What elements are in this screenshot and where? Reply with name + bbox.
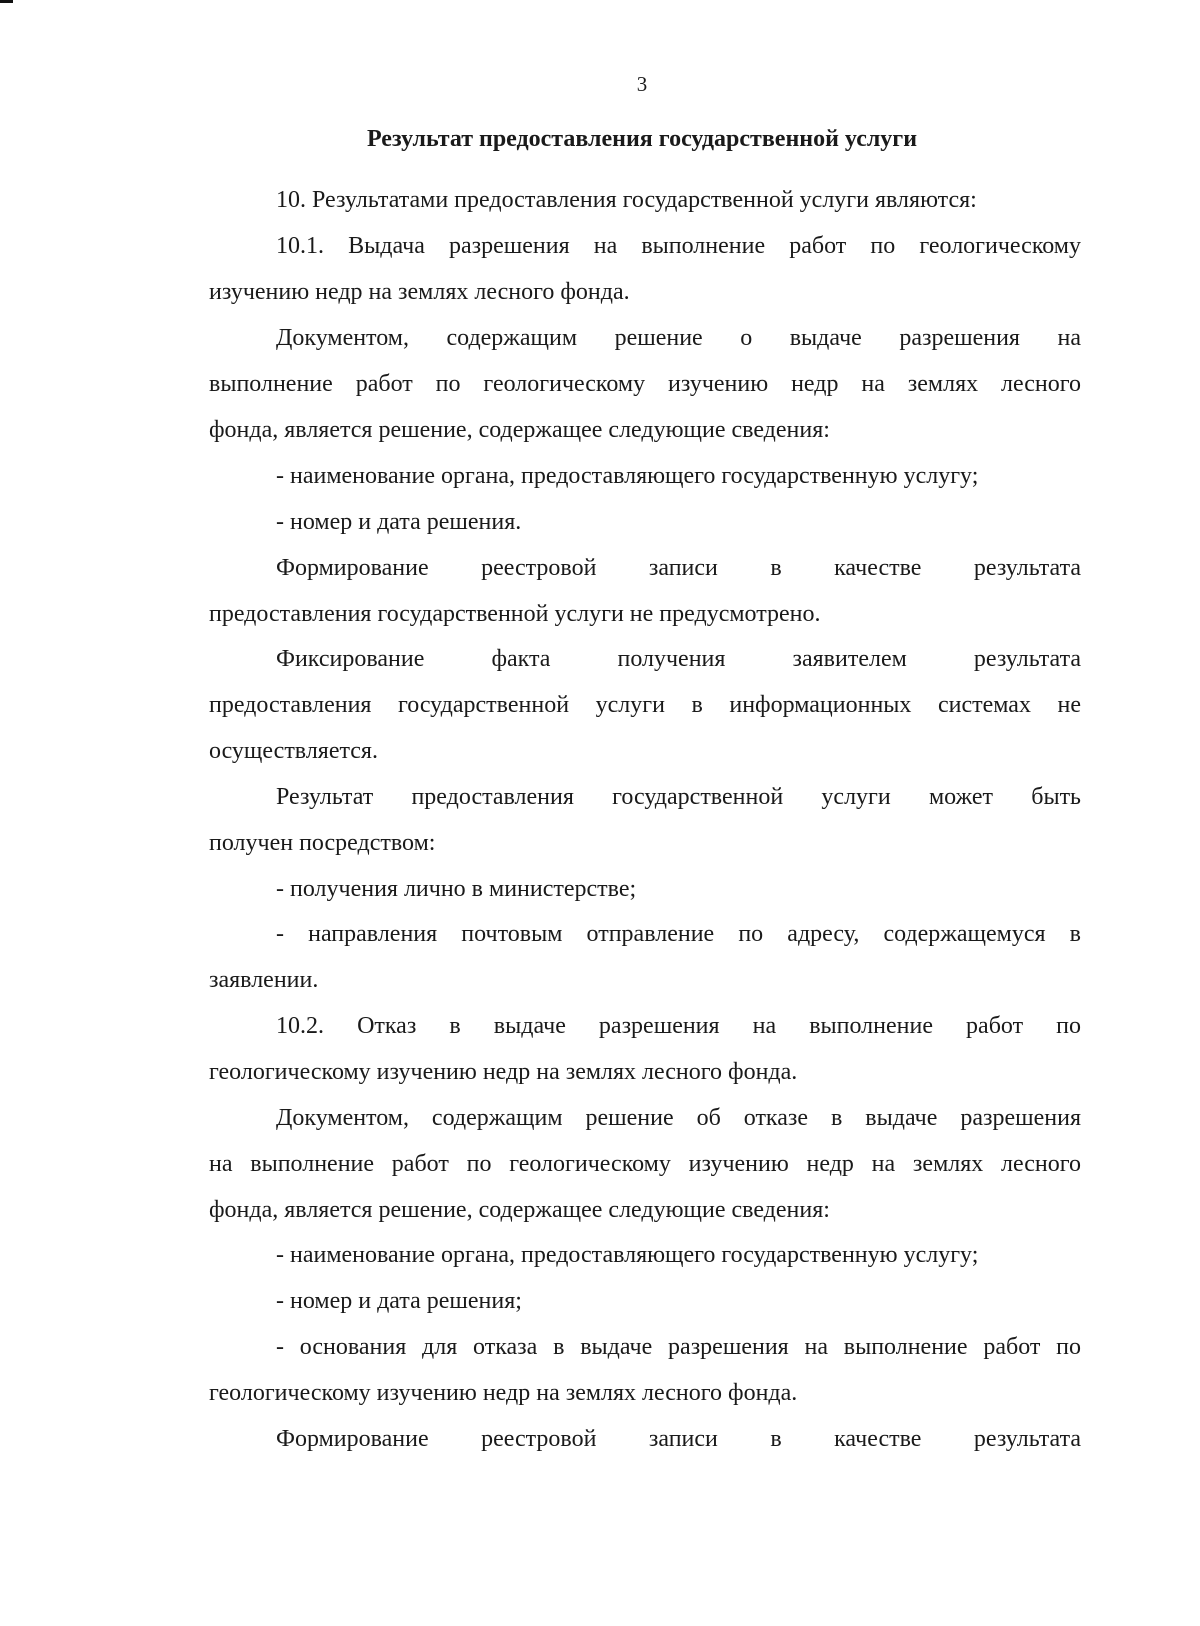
section-heading: Результат предоставления государственной услуги [366, 126, 918, 152]
paragraph-line: на выполнение работ по геологическому изучению недр на землях лесного [209, 1151, 1081, 1177]
paragraph-line: предоставления государственной услуги не предусмотрено. [209, 601, 821, 627]
list-item: - направления почтовым отправление по адресу, содержащемуся в [276, 921, 1081, 947]
list-item: - основания для отказа в выдаче разрешения на выполнение работ по [276, 1334, 1081, 1360]
paragraph-line: Документом, содержащим решение об отказе в выдаче разрешения [276, 1105, 1081, 1131]
paragraph-line: Документом, содержащим решение о выдаче разрешения на [276, 325, 1081, 351]
paragraph-line: предоставления государственной услуги в информационных системах не [209, 692, 1081, 718]
page-number: 3 [636, 72, 648, 96]
paragraph-line: Фиксирование факта получения заявителем результата [276, 646, 1081, 672]
paragraph-line: Формирование реестровой записи в качестве результата [276, 555, 1081, 581]
list-item: - номер и дата решения; [276, 1288, 522, 1314]
scan-edge-mark [0, 0, 13, 3]
list-item: - получения лично в министерстве; [276, 876, 637, 902]
paragraph-line: фонда, является решение, содержащее следующие сведения: [209, 417, 830, 443]
paragraph-line: геологическому изучению недр на землях лесного фонда. [209, 1059, 798, 1085]
paragraph-line: Формирование реестровой записи в качестве результата [276, 1426, 1081, 1452]
paragraph-line: геологическому изучению недр на землях лесного фонда. [209, 1380, 798, 1406]
paragraph-line: 10. Результатами предоставления государственной услуги являются: [276, 187, 977, 213]
paragraph-line: 10.1. Выдача разрешения на выполнение работ по геологическому [276, 233, 1081, 259]
paragraph-line: заявлении. [209, 967, 319, 993]
list-item: - наименование органа, предоставляющего государственную услугу; [276, 463, 979, 489]
paragraph-line: Результат предоставления государственной услуги может быть [276, 784, 1081, 810]
paragraph-line: осуществляется. [209, 738, 378, 764]
list-item: - наименование органа, предоставляющего государственную услугу; [276, 1242, 979, 1268]
paragraph-line: получен посредством: [209, 830, 436, 856]
paragraph-line: фонда, является решение, содержащее следующие сведения: [209, 1197, 830, 1223]
paragraph-line: выполнение работ по геологическому изучению недр на землях лесного [209, 371, 1081, 397]
paragraph-line: изучению недр на землях лесного фонда. [209, 279, 630, 305]
paragraph-line: 10.2. Отказ в выдаче разрешения на выполнение работ по [276, 1013, 1081, 1039]
list-item: - номер и дата решения. [276, 509, 522, 535]
